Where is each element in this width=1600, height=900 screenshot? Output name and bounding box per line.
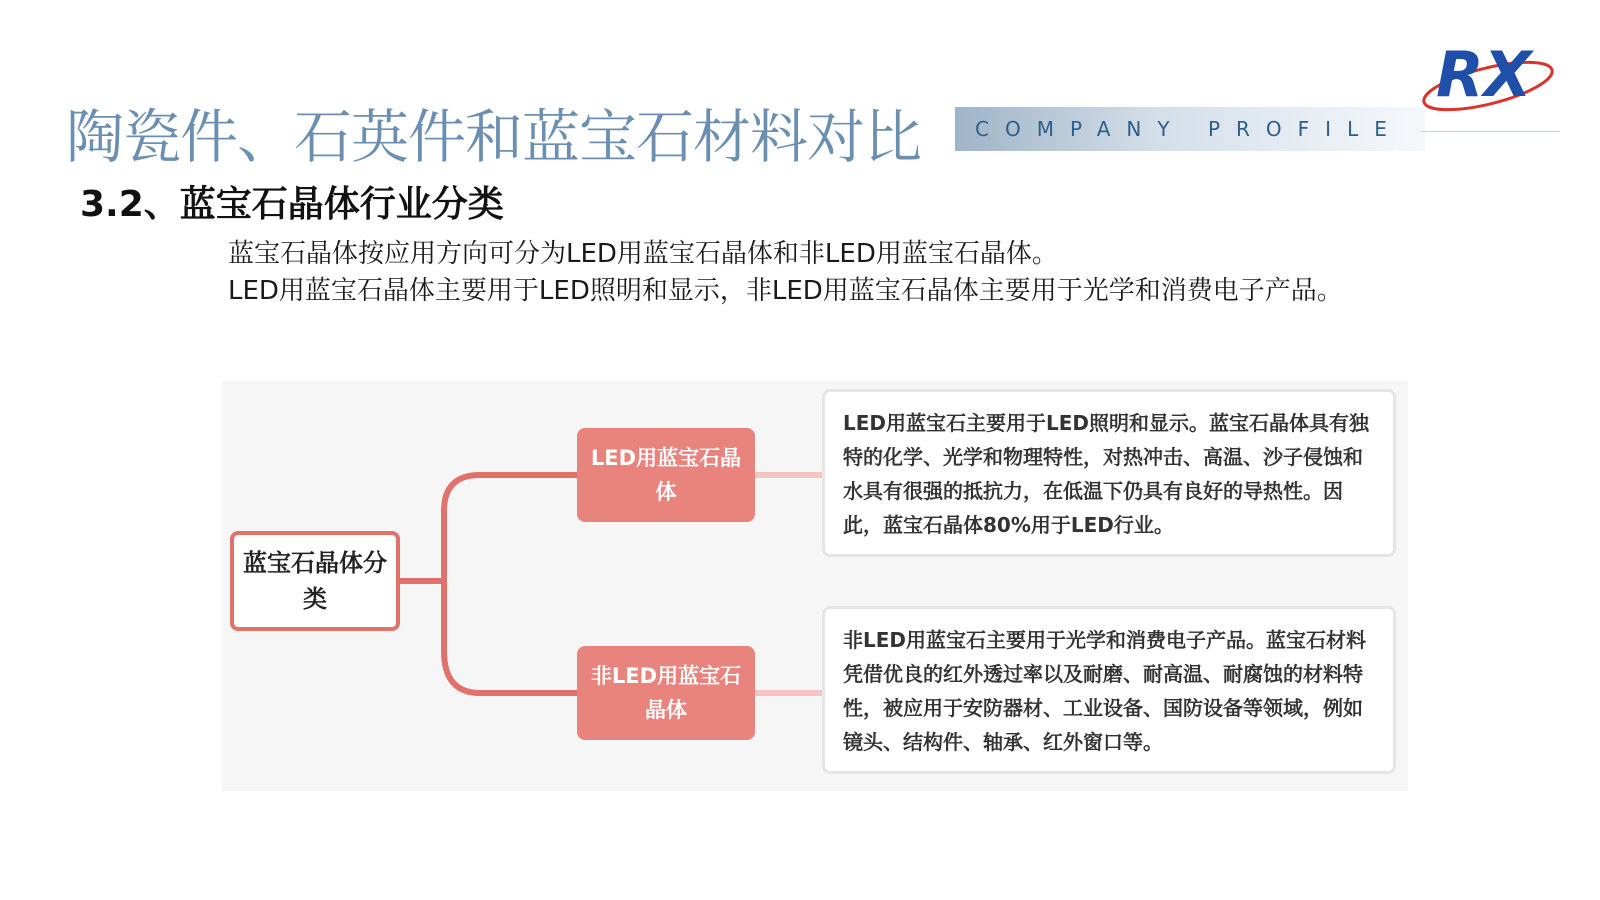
page-title: 陶瓷件、石英件和蓝宝石材料对比 — [66, 103, 922, 171]
intro-paragraph-1: 蓝宝石晶体按应用方向可分为LED用蓝宝石晶体和非LED用蓝宝石晶体。 — [228, 239, 1058, 269]
branch-node-non-led: 非LED用蓝宝石晶体 — [577, 646, 755, 740]
description-non-led: 非LED用蓝宝石主要用于光学和消费电子产品。蓝宝石材料凭借优良的红外透过率以及耐磨、耐高温、耐腐蚀的材料特性，被应用于安防器材、工业设备、国防设备等领域，例如镜头、结构件、轴承、红外窗口等。 — [822, 606, 1396, 774]
company-profile-label: COMPANY PROFILE — [975, 117, 1403, 141]
intro-paragraph-2: LED用蓝宝石晶体主要用于LED照明和显示，非LED用蓝宝石晶体主要用于光学和消费电子产品。 — [228, 276, 1343, 306]
branch-node-led: LED用蓝宝石晶体 — [577, 428, 755, 522]
company-logo — [1418, 28, 1558, 118]
profile-divider — [1420, 131, 1560, 132]
section-heading: 3.2、蓝宝石晶体行业分类 — [80, 184, 504, 225]
description-led: LED用蓝宝石主要用于LED照明和显示。蓝宝石晶体具有独特的化学、光学和物理特性，对热冲击、高温、沙子侵蚀和水具有很强的抵抗力，在低温下仍具有良好的导热性。因此，蓝宝石晶体80%用于LED行业。 — [822, 389, 1396, 557]
classification-diagram — [222, 381, 1408, 791]
root-node: 蓝宝石晶体分类 — [230, 531, 400, 631]
branch-connector — [444, 475, 577, 693]
logo-text: RX — [1436, 38, 1532, 111]
